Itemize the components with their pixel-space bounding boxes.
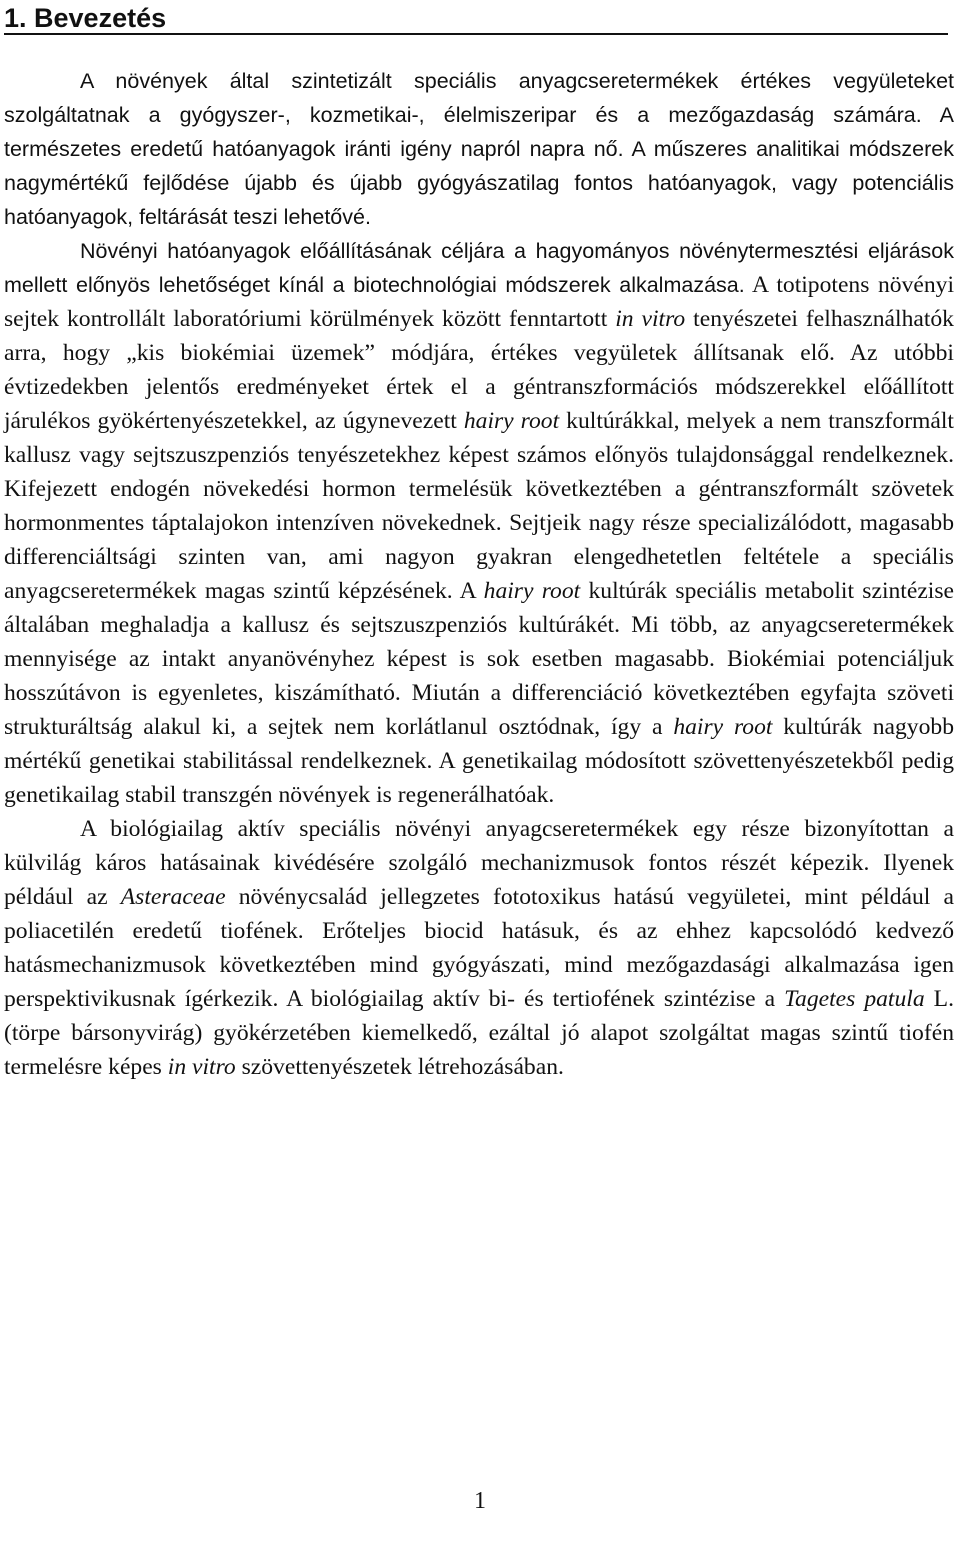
- italic-term: Tagetes patula: [784, 986, 925, 1012]
- paragraph: [4, 234, 954, 812]
- text-run: szövettenyészetek létrehozásában.: [235, 1054, 564, 1080]
- text-run: A biológiailag aktív speciális növényi anyagcseretermékek egy része bizonyítottan a külvilág káros hatásainak kivédésére szolgáló mechanizmusok fontos részét képezik. Ilyenek például az: [4, 816, 954, 910]
- paragraph: [4, 64, 954, 234]
- italic-term: hairy root: [483, 578, 581, 604]
- text-run: kultúrák nagyobb mértékű genetikai stabilitással rendelkeznek. A genetikailag módosított szövettenyészetekből pedig genetikailag stabil transzgén növények is regenerálhatóak.: [4, 714, 954, 808]
- heading-underline: [4, 33, 948, 35]
- text-run: kultúrák speciális metabolit szintézise általában meghaladja a kallusz és sejtszuszpenziós kultúrákét. Mi több, az anyagcseretermékek mennyisége az intakt anyanövényhez képest is sok esetben magasabb. Biokémiai potenciáljuk hosszútávon is egyenletes, kiszámítható. Miután a differenciáció következtében egyfajta szöveti strukturáltság alakul ki, a sejtek nem korlátlanul osztódnak, így a: [4, 578, 955, 740]
- text-run: L. (törpe bársonyvirág) gyökérzetében kiemelkedő, ezáltal jó alapot szolgáltat magas szintű tiofén termelésre képes: [4, 986, 954, 1080]
- italic-term: hairy root: [463, 408, 560, 434]
- page-number: 1: [474, 1488, 486, 1514]
- section-heading-text: 1. Bevezetés: [4, 3, 167, 33]
- body-text: [4, 64, 954, 1084]
- text-run: tenyészetei felhasználhatók arra, hogy „kis biokémiai üzemek” módjára, értékes vegyületek állítsanak elő. Az utóbbi évtizedekben jelentős eredményeket értek el a géntranszformációs módszerekkel előállított járulékos gyökértenyészetekkel, az úgynevezett: [4, 306, 954, 434]
- paragraph: [4, 812, 954, 1084]
- text-run: Növényi hatóanyagok előállításának céljára a hagyományos növénytermesztési eljárások mellett előnyös lehetőséget kínál a biotechnológiai módszerek alkalmazása.: [4, 239, 954, 297]
- italic-term: in vitro: [167, 1054, 236, 1080]
- text-run: kultúrákkal, melyek a nem transzformált kallusz vagy sejtszuszpenziós tenyészetekhez képest számos előnyös tulajdonsággal rendelkeznek. Kifejezett endogén növekedési hormon termelésük következtében a géntranszformált szövetek hormonmentes táptalajokon intenzíven növekednek. Sejtjeik nagy része specializálódott, magasabb differenciáltsági szinten van, ami nagyon gyakran elengedhetetlen feltétele a speciális anyagcseretermékek magas szintű képzésének. A: [4, 408, 954, 604]
- text-run: növénycsalád jellegzetes fototoxikus hatású vegyületei, mint például a poliacetilén eredetű tiofének. Erőteljes biocid hatásuk, és az ehhez kapcsolódó kedvező hatásmechanizmusok következtében mind gyógyászati, mind mezőgazdasági alkalmazása igen perspektivikusnak ígérkezik. A biológiailag aktív bi- és tertiofének szintézise a: [4, 884, 954, 1012]
- italic-term: in vitro: [615, 306, 686, 332]
- text-run: A totipotens növényi sejtek kontrollált laboratóriumi körülmények között fenntartott: [4, 272, 955, 332]
- text-run: A növények által szintetizált speciális anyagcseretermékek értékes vegyületeket szolgáltatnak a gyógyszer-, kozmetikai-, élelmiszeripar és a mezőgazdaság számára. A természetes eredetű hatóanyagok iránti igény napról napra nő. A műszeres analitikai módszerek nagymértékű fejlődése újabb és újabb gyógyászatilag fontos hatóanyagok, vagy potenciális hatóanyagok, feltárását teszi lehetővé.: [4, 69, 954, 229]
- italic-term: Asteraceae: [120, 884, 226, 910]
- section-heading: [4, 0, 952, 38]
- italic-term: hairy root: [673, 714, 773, 740]
